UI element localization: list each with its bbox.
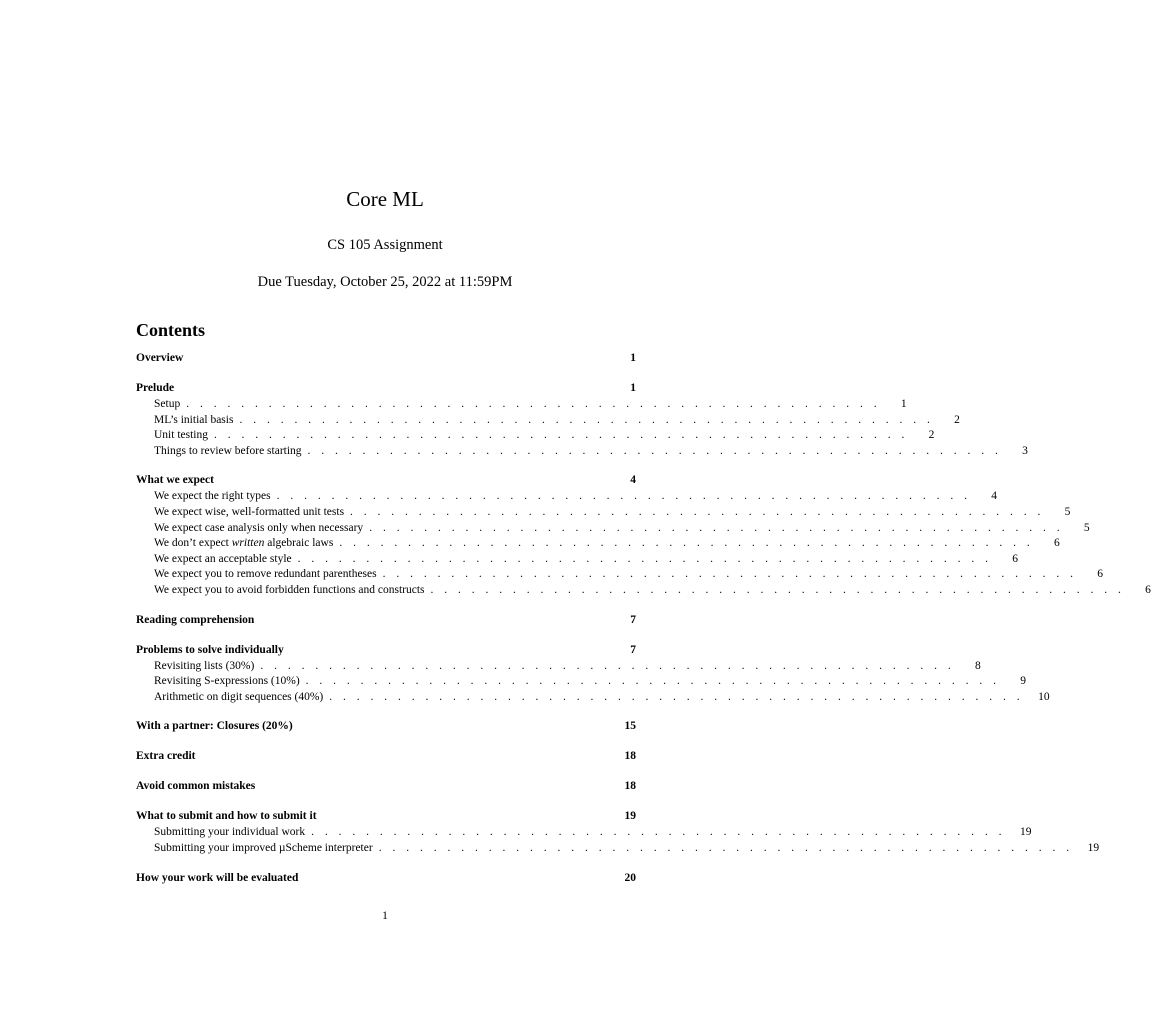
- toc-subsection-entry[interactable]: [136, 428, 935, 444]
- document-title: Core ML: [346, 187, 424, 211]
- toc-subsection-entry[interactable]: [136, 690, 1050, 706]
- toc-section-entry[interactable]: [136, 718, 636, 735]
- toc-subsection-entry[interactable]: [136, 674, 1027, 690]
- toc-subsection-entry[interactable]: [136, 825, 1032, 841]
- toc-section-page: 20: [624, 871, 636, 884]
- toc-section-entry[interactable]: [136, 870, 636, 887]
- toc-subsection-title: Revisiting S-expressions (10%): [154, 675, 300, 688]
- toc-subsection-entry[interactable]: [136, 521, 1090, 537]
- toc-section-title: What to submit and how to submit it: [136, 810, 317, 823]
- toc-section: [136, 748, 636, 765]
- toc-section-page: 19: [624, 810, 636, 823]
- toc-subsection-title: We expect wise, well-formatted unit tests: [154, 505, 345, 518]
- toc-section-title: What we expect: [136, 474, 214, 487]
- toc-subsection-entry[interactable]: [136, 397, 907, 413]
- document-subtitle: CS 105 Assignment: [327, 237, 443, 253]
- due-date: Due Tuesday, October 25, 2022 at 11:59PM: [257, 274, 513, 290]
- toc-section-title: Avoid common mistakes: [136, 780, 256, 793]
- toc-section: [136, 778, 636, 795]
- toc-subsection-entry[interactable]: [136, 552, 1019, 568]
- toc-subsection-page: 1: [900, 398, 907, 410]
- toc-section-title: With a partner: Closures (20%): [136, 720, 293, 733]
- toc-subsection-page: 6: [1145, 583, 1151, 596]
- toc-subsection-page: 5: [1064, 505, 1071, 518]
- toc-subsection-entry[interactable]: [136, 505, 1071, 521]
- toc-section-page: 18: [624, 780, 636, 793]
- toc-leader-dots: . . . . . . . . . . . . . . . . . . . . . . . . . . . . . . . . . . . . . . . . . . . . . . . . . . .: [329, 690, 1024, 703]
- toc-leader-dots: . . . . . . . . . . . . . . . . . . . . . . . . . . . . . . . . . . . . . . . . . . . . . . . . . . .: [276, 490, 971, 503]
- toc-section-entry[interactable]: [136, 350, 636, 367]
- toc-leader-dots: . . . . . . . . . . . . . . . . . . . . . . . . . . . . . . . . . . . . . . . . . . . . . . . . . . .: [307, 444, 1002, 457]
- toc-section-title: Overview: [136, 352, 184, 364]
- toc-section: [136, 612, 636, 629]
- toc-section-title: Problems to solve individually: [136, 643, 284, 656]
- toc-subsection-entry[interactable]: [136, 444, 1028, 460]
- contents-heading: Contents: [136, 320, 206, 340]
- table-of-contents: [136, 350, 1151, 900]
- toc-section: [136, 472, 1151, 598]
- toc-leader-dots: . . . . . . . . . . . . . . . . . . . . . . . . . . . . . . . . . . . . . . . . . . . . . . . . . . .: [369, 521, 1064, 534]
- toc-subsection-entry[interactable]: [136, 841, 1100, 857]
- toc-leader-dots: . . . . . . . . . . . . . . . . . . . . . . . . . . . . . . . . . . . . . . . . . . . . . . . . . . .: [214, 429, 909, 442]
- toc-section: [136, 350, 636, 367]
- toc-section-entry[interactable]: [136, 612, 636, 629]
- toc-subsection-title: Setup: [154, 398, 181, 410]
- toc-subsection-entry[interactable]: [136, 567, 1103, 583]
- toc-subsection-entry[interactable]: [136, 489, 997, 505]
- toc-subsection-entry[interactable]: [136, 659, 981, 675]
- toc-leader-dots: . . . . . . . . . . . . . . . . . . . . . . . . . . . . . . . . . . . . . . . . . . . . . . . . . . .: [186, 398, 881, 410]
- page-number: 1: [382, 910, 388, 922]
- toc-subsection-page: 19: [1019, 826, 1032, 839]
- toc-subsection-title: [154, 536, 333, 552]
- toc-section-title: How your work will be evaluated: [136, 871, 299, 884]
- toc-section: [136, 870, 636, 887]
- toc-subsection-title: ML’s initial basis: [154, 413, 234, 426]
- toc-leader-dots: . . . . . . . . . . . . . . . . . . . . . . . . . . . . . . . . . . . . . . . . . . . . . . . . . . .: [305, 675, 1001, 688]
- toc-subsection-title: Arithmetic on digit sequences (40%): [154, 690, 324, 703]
- toc-section-entry[interactable]: [136, 808, 636, 825]
- toc-subsection-page: 2: [928, 429, 935, 442]
- toc-subsection-page: 10: [1038, 690, 1050, 703]
- toc-leader-dots: . . . . . . . . . . . . . . . . . . . . . . . . . . . . . . . . . . . . . . . . . . . . . . . . . . .: [239, 413, 934, 426]
- toc-section: [136, 380, 1028, 459]
- toc-subsection-title: We expect case analysis only when necessary: [154, 521, 364, 534]
- toc-subsection-title: Things to review before starting: [154, 444, 302, 457]
- toc-leader-dots: . . . . . . . . . . . . . . . . . . . . . . . . . . . . . . . . . . . . . . . . . . . . . . . . . . .: [260, 659, 955, 672]
- toc-subsection-title: Unit testing: [154, 429, 208, 442]
- toc-section-title: Extra credit: [136, 750, 196, 763]
- toc-subsection-entry[interactable]: [136, 536, 1060, 552]
- toc-section-page: 15: [624, 720, 636, 733]
- toc-section-entry[interactable]: [136, 380, 636, 397]
- toc-section-page: 7: [630, 643, 636, 656]
- toc-leader-dots: . . . . . . . . . . . . . . . . . . . . . . . . . . . . . . . . . . . . . . . . . . . . . . . . . . .: [297, 552, 993, 565]
- toc-subsection-page: 6: [1097, 568, 1103, 581]
- toc-subsection-page: 6: [1053, 537, 1060, 550]
- toc-leader-dots: . . . . . . . . . . . . . . . . . . . . . . . . . . . . . . . . . . . . . . . . . . . . . . . . . . .: [350, 505, 1045, 518]
- toc-leader-dots: . . . . . . . . . . . . . . . . . . . . . . . . . . . . . . . . . . . . . . . . . . . . . . . . . . .: [339, 537, 1034, 550]
- toc-subsection-title: We expect the right types: [154, 490, 271, 503]
- toc-subsection-entry[interactable]: [136, 413, 960, 429]
- toc-subsection-page: 3: [1022, 444, 1028, 457]
- toc-section: [136, 808, 1100, 856]
- toc-subsection-page: 2: [954, 413, 960, 426]
- toc-subsection-page: 8: [974, 659, 981, 672]
- toc-section-entry[interactable]: [136, 778, 636, 795]
- toc-section: [136, 718, 636, 735]
- toc-subsection-title: We expect you to remove redundant parentheses: [154, 568, 377, 581]
- toc-subsection-title: We expect you to avoid forbidden functions and constructs: [154, 583, 425, 596]
- toc-section-entry[interactable]: [136, 748, 636, 765]
- toc-subsection-page: 19: [1087, 841, 1100, 854]
- toc-leader-dots: . . . . . . . . . . . . . . . . . . . . . . . . . . . . . . . . . . . . . . . . . . . . . . . . . . .: [382, 568, 1077, 581]
- toc-subsection-page: 5: [1083, 521, 1090, 534]
- toc-subsection-title-part: We don’t expect: [154, 537, 232, 550]
- toc-section: [136, 642, 1050, 706]
- toc-subsection-page: 9: [1020, 675, 1027, 688]
- toc-subsection-title: Submitting your improved µScheme interpreter: [154, 841, 373, 854]
- toc-subsection-title-part: algebraic laws: [264, 537, 334, 550]
- toc-subsection-title: Submitting your individual work: [154, 826, 306, 839]
- toc-subsection-page: 4: [991, 490, 997, 503]
- toc-section-page: 4: [630, 474, 636, 487]
- toc-subsection-page: 6: [1012, 552, 1019, 565]
- toc-subsection-entry[interactable]: [136, 583, 1151, 599]
- toc-section-entry[interactable]: [136, 642, 636, 659]
- toc-leader-dots: . . . . . . . . . . . . . . . . . . . . . . . . . . . . . . . . . . . . . . . . . . . . . . . . . . .: [378, 841, 1074, 854]
- toc-leader-dots: . . . . . . . . . . . . . . . . . . . . . . . . . . . . . . . . . . . . . . . . . . . . . . . . . . .: [430, 583, 1125, 596]
- toc-subsection-title: We expect an acceptable style: [154, 552, 292, 565]
- toc-subsection-title-emphasis: written: [231, 537, 265, 550]
- toc-section-page: 1: [630, 382, 636, 394]
- toc-leader-dots: . . . . . . . . . . . . . . . . . . . . . . . . . . . . . . . . . . . . . . . . . . . . . . . . . . .: [311, 826, 1006, 839]
- toc-subsection-title: Revisiting lists (30%): [154, 659, 255, 672]
- toc-section-page: 7: [630, 613, 636, 626]
- toc-section-title: Reading comprehension: [136, 613, 255, 626]
- toc-section-page: 18: [624, 750, 636, 763]
- toc-section-page: 1: [630, 352, 636, 364]
- toc-section-title: Prelude: [136, 382, 175, 394]
- toc-section-entry[interactable]: [136, 472, 636, 489]
